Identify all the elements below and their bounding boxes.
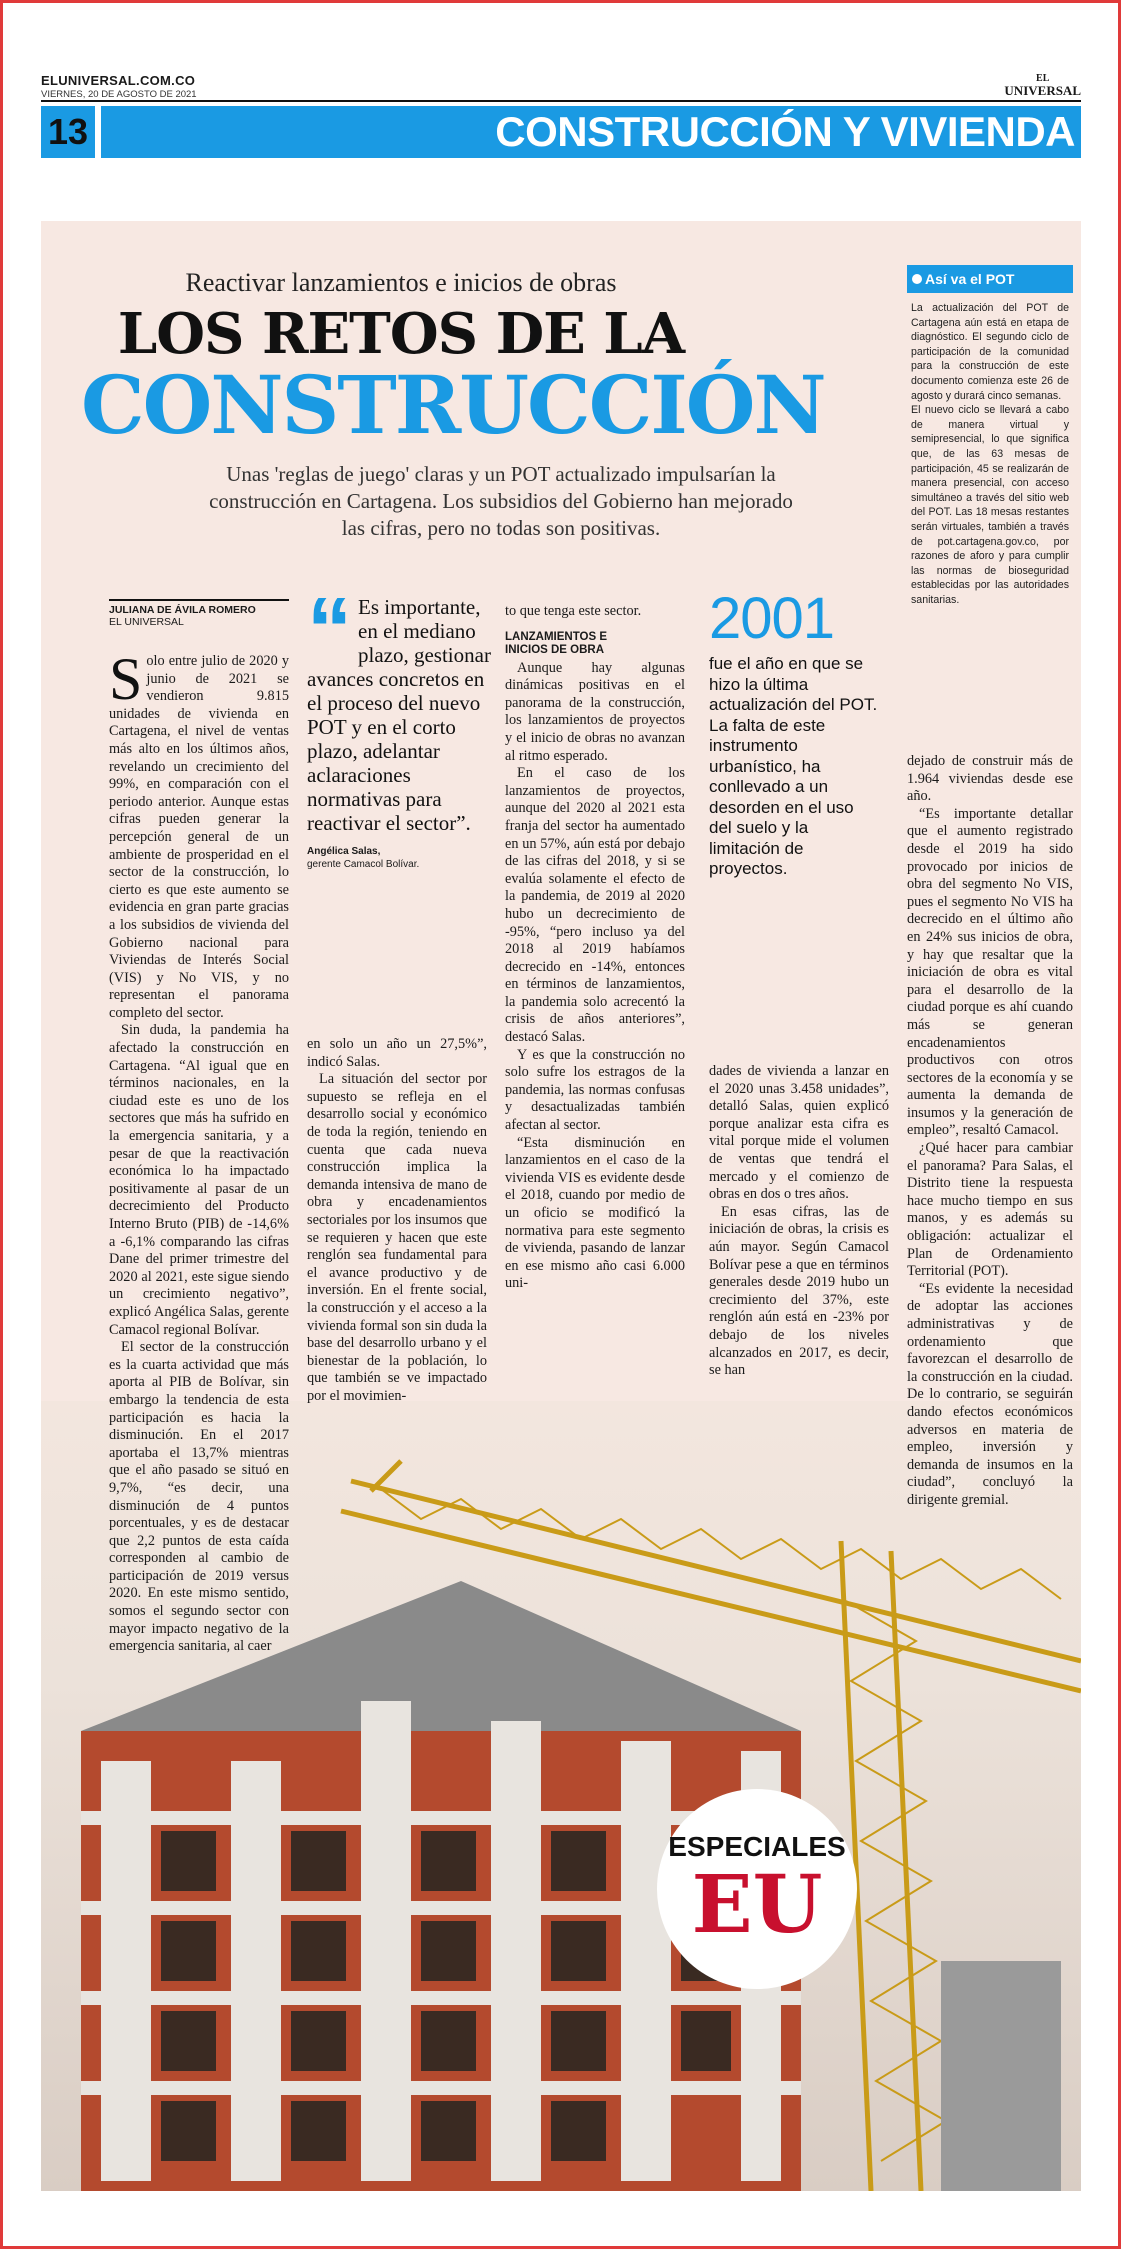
subheading-line-1: LANZAMIENTOS E xyxy=(505,630,608,643)
quote-role: gerente Camacol Bolívar. xyxy=(307,859,420,870)
sidebar-body xyxy=(907,301,1073,607)
newspaper-logo xyxy=(1004,73,1081,97)
paragraph: Sin duda, la pandemia ha afectado la construcción en Cartagena. “Al igual que en términos nacionales, en la ciudad este es uno de los sectores que más ha sufrido en la emergencia sanitaria, y a pesar de que la reactivación económica lo ha impactado positivamente al pasar de un decrecimiento del Producto Interno Bruto (PIB) de -14,6% a -6,1% comparando las cifras Dane del primer trimestre del 2020 al 2021, este sigue siendo un crecimiento negativo”, explicó Angélica Salas, gerente Camacol regional Bolívar. xyxy=(109,1022,289,1338)
quote-attribution xyxy=(307,845,497,871)
paragraph: En esas cifras, las de iniciación de obras, la crisis es aún mayor. Según Camacol Bolívar pese a que en términos generales desde 2019 hubo un crecimiento del 37%, este renglón aún está en -23% por debajo de los niveles alcanzados en 2017, es decir, se han xyxy=(709,1203,889,1379)
subheading-line-2: INICIOS DE OBRA xyxy=(505,643,605,656)
paragraph: Y es que la construcción no solo sufre los estragos de la pandemia, las normas confusas y desactualizadas también afectan al sector. xyxy=(505,1046,685,1134)
paragraph: dades de vivienda a lanzar en el 2020 unas 3.458 unidades”, detalló Salas, quien explicó porque analizar esta cifra es vital porque mide el volumen de ventas que tendrá el mercado y el comienzo de obras en dos o tres años. xyxy=(709,1063,889,1203)
masthead xyxy=(41,73,1081,99)
site-url: ELUNIVERSAL.COM.CO xyxy=(41,73,196,88)
paragraph: “Es importante detallar que el aumento registrado desde el 2019 ha sido provocado por inicios de obra del segmento No VIS, pues el segmento No VIS ha decrecido en el último año en 24% sus inicios de obra, y hay que resaltar que la iniciación de obra es vital para el desarrollo de la ciudad porque es ahí cuando más se generan encadenamientos productivos con otros sectores de la economía y se aumenta la demanda de insumos y la generación de empleo”, resaltó Camacol. xyxy=(907,805,1073,1139)
bullet-icon xyxy=(912,274,922,284)
quote-text: Es importante, en el mediano plazo, gestionar avances concretos en el proceso del nuevo POT y en el corto plazo, adelantar aclaraciones normativas para reactivar el sector”. xyxy=(307,595,491,835)
paragraph: en solo un año un 27,5%”, indicó Salas. xyxy=(307,1036,487,1070)
headline-line-2: CONSTRUCCIÓN xyxy=(81,358,825,452)
column-3 xyxy=(505,603,685,1293)
column-2 xyxy=(307,1036,487,1405)
column-1 xyxy=(109,646,289,1656)
sidebar-header xyxy=(907,265,1073,293)
sidebar-paragraph: La actualización del POT de Cartagena aún está en etapa de diagnóstico. El segundo ciclo de participación de la comunidad para la construcción de este documento comienza este 26 de agosto y durará cinco semanas. xyxy=(911,302,1069,402)
paragraph xyxy=(109,646,289,1022)
badge-especiales: ESPECIALES xyxy=(668,1831,846,1862)
article-deck: Unas 'reglas de juego' claras y un POT actualizado impulsarían la construcción en Cartagena. Los subsidios del Gobierno han mejorado las cifras, pero no todas son positivas. xyxy=(209,462,793,540)
logo-line-1: EL xyxy=(1036,73,1050,84)
paragraph: “Es evidente la necesidad de adoptar las acciones administrativas y de ordenamiento que favorezcan el desarrollo de la construcción en la ciudad. De lo contrario, se seguirán dando efectos económicos adversos en materia de empleo, inversión y demanda de insumos en la ciudad”, concluyó la dirigente gremial. xyxy=(907,1280,1073,1508)
logo-line-2: UNIVERSAL xyxy=(1004,83,1081,98)
page-number: 13 xyxy=(41,106,95,158)
issue-date: VIERNES, 20 DE AGOSTO DE 2021 xyxy=(41,89,197,100)
sidebar-title: Así va el POT xyxy=(925,271,1015,287)
paragraph-text: olo entre julio de 2020 y junio de 2021 se vendieron 9.815 unidades de vivienda en Cartagena, el nivel de ventas más alto en los últimos años, revelando un crecimiento del 99%, en comparación con el periodo anterior. Aunque estas cifras pueden generar la percepción general de un ambiente de prosperidad en el sector de la construcción, lo cierto es que este aumento se evidencia en gran parte gracias a los subsidios de vivienda del Gobierno nacional para Viviendas de Interés Social (VIS) y No VIS, y no representan el panorama completo del sector. xyxy=(109,653,289,1021)
pull-quote xyxy=(307,580,497,871)
subheading xyxy=(505,631,685,657)
stat-box xyxy=(709,588,879,880)
paragraph: Aunque hay algunas dinámicas positivas en el panorama de la construcción, los lanzamientos de proyectos y el inicio de obras no avanzan al ritmo esperado. xyxy=(505,659,685,764)
section-title: CONSTRUCCIÓN Y VIVIENDA xyxy=(101,106,1081,158)
byline-org: EL UNIVERSAL xyxy=(109,616,184,628)
paragraph: to que tenga este sector. xyxy=(505,603,642,619)
article-kicker: Reactivar lanzamientos e inicios de obras xyxy=(185,268,617,297)
byline-author: JULIANA DE ÁVILA ROMERO xyxy=(109,604,256,616)
sidebar-paragraph: El nuevo ciclo se llevará a cabo de manera virtual y semipresencial, lo que significa que, de las 63 mesas de participación, 45 se realizarán de manera presencial, con acceso simultáneo a través del sitio web del POT. Las 18 mesas restantes serán virtuales, también a través de pot.cartagena.gov.co, por razones de aforo y para cumplir las normas de bioseguridad establecidas por las autoridades sanitarias. xyxy=(911,404,1069,606)
byline xyxy=(109,599,289,628)
masthead-rule xyxy=(41,100,1081,102)
stat-text: fue el año en que se hizo la última actualización del POT. La falta de este instrumento urbanístico, ha conllevado a un desorden en el uso del suelo y la limitación de proyectos. xyxy=(709,654,878,878)
paragraph: En el caso de los lanzamientos de proyectos, aunque del 2020 al 2021 esta franja del sector ha aumentado en un 57%, aún está por debajo de las cifras del 2018, y si se evalúa solamente el efecto de la pandemia, de 2019 al 2020 hubo un decrecimiento de -95%, “pero incluso ya del 2018 al 2019 habíamos decrecido en -14%, entonces en términos de lanzamientos, la pandemia solo acrecentó la crisis de años anteriores”, destacó Salas. xyxy=(505,765,685,1046)
badge-eu: EU xyxy=(691,1857,823,1951)
column-5 xyxy=(907,753,1073,1510)
column-4 xyxy=(709,1063,889,1380)
quote-mark-icon: “ xyxy=(307,580,352,680)
pot-sidebar xyxy=(907,265,1073,607)
paragraph: El sector de la construcción es la cuarta actividad que más aporta al PIB de Bolívar, sin embargo la tendencia de esta participación es hacia la disminución. En el 2017 aportaba el 13,7% mientras que el año pasado se situó en 9,7%, “es decir, una disminución de 4 puntos porcentuales, y es de destacar que 2,2 puntos de esta caída corresponden al cambio de participación de 2019 versus 2020. En este mismo sentido, somos el segundo sector con mayor impacto negativo de la emergencia sanitaria, al caer xyxy=(109,1339,289,1655)
paragraph: La situación del sector por supuesto se refleja en el desarrollo social y económico de toda la región, teniendo en cuenta que cada nueva construcción implica la demanda intensiva de mano de obra y encadenamientos sectoriales por los insumos que se requieren y hacen que este renglón sea fundamental para el avance productivo y de inversión. En el frente social, la construcción y el acceso a la vivienda formal son sin duda la base del desarrollo urbano y el bienestar de la población, lo que también se ve impactado por el movimien- xyxy=(307,1071,487,1404)
paragraph: dejado de construir más de 1.964 viviendas desde ese año. xyxy=(907,753,1073,805)
headline-line-1: LOS RETOS DE LA xyxy=(117,301,685,367)
quote-author: Angélica Salas, xyxy=(307,846,381,857)
dropcap: S xyxy=(109,646,143,712)
paragraph: “Esta disminución en lanzamientos en el caso de la vivienda VIS es evidente desde el 2018, cuando por medio de un oficio se modificó la normativa para este segmento de vivienda, pasando de lanzar en ese mismo año casi 6.000 uni- xyxy=(505,1134,685,1292)
section-bar xyxy=(41,106,1081,158)
especiales-eu-badge xyxy=(657,1789,857,1989)
article-area xyxy=(41,221,1081,2191)
paragraph: ¿Qué hacer para cambiar el panorama? Para Salas, el Distrito tiene la respuesta hace mucho tiempo en sus manos, y es además su obligación: actualizar el Plan de Ordenamiento Territorial (POT). xyxy=(907,1140,1073,1280)
stat-number: 2001 xyxy=(709,586,835,651)
